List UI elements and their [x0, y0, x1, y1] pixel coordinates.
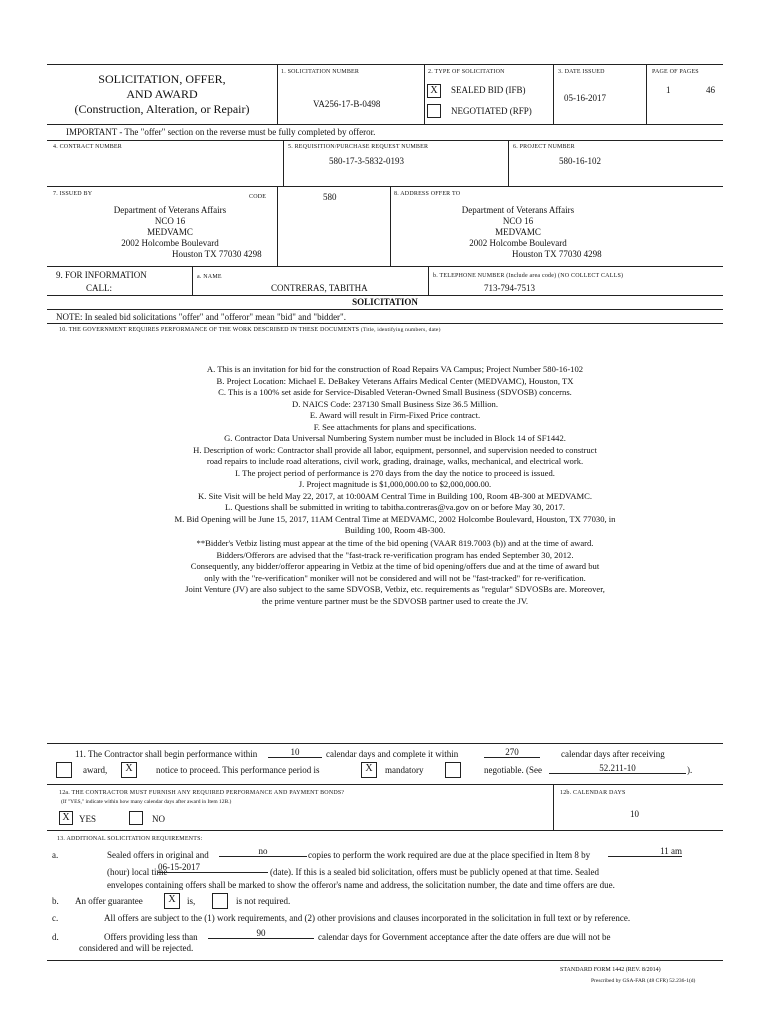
- vetbiz-line: the prime venture partner must be the SDVOSB partner used to create the JV.: [261, 595, 529, 606]
- due-time-value: 11 am: [608, 846, 682, 857]
- item13-c-letter: c.: [52, 913, 59, 923]
- description-line: F. See attachments for plans and specifications.: [313, 421, 477, 432]
- form-revision: (REV. 8/2014): [625, 967, 661, 973]
- row9-divider-1: [192, 266, 193, 295]
- information-call-label-1: 9. FOR INFORMATION: [56, 270, 147, 280]
- description-line: I. The project period of performance is 270 days from the day the notice to proceed is issued.: [235, 467, 555, 478]
- vetbiz-line: Bidders/Offerors are advised that the "fast-track re-verification program has ended September 30, 2012.: [216, 549, 574, 560]
- vetbiz-line: Joint Venture (JV) are also subject to the same SDVOSB, Vetbiz, etc. requirements as "regular" SDVOSBs are. Moreover,: [185, 584, 605, 594]
- form-title: [48, 72, 276, 117]
- description-line: road repairs to include road alterations, civil work, grading, drainage, walks, mechanical, and electrical work.: [206, 456, 584, 466]
- vetbiz-line: Consequently, any bidder/offeror appearing in Vetbiz at the time of bid opening/offers due and at the time of award but: [190, 561, 600, 571]
- work-description: [110, 364, 680, 537]
- contact-name-value: CONTRERAS, TABITHA: [271, 283, 368, 293]
- description-line: K. Site Visit will be held May 22, 2017, at 10:00AM Central Time in Building 100, Room 4B-300 at MEDVAMC.: [197, 490, 592, 501]
- negotiated-checkbox[interactable]: [427, 104, 441, 118]
- description-line: A. This is an invitation for bid for the construction of Road Repairs VA Campus; Project Number 580-16-102: [206, 364, 584, 374]
- notice-to-proceed-label: notice to proceed. This performance period is: [156, 765, 320, 775]
- mandatory-checkbox[interactable]: X: [361, 762, 377, 778]
- item13-d-text3: considered and will be rejected.: [79, 943, 194, 953]
- item13-a-text5: envelopes containing offers shall be marked to show the offeror's name and address, the solicitation number, the date and time offers are due.: [107, 880, 615, 890]
- bonds-yes-checkbox[interactable]: X: [59, 811, 73, 825]
- negotiable-reference: 52.211-10: [549, 763, 686, 774]
- information-call-label-2: CALL:: [86, 283, 112, 293]
- issued-by-line: 2002 Holcombe Boulevard: [121, 238, 219, 248]
- item13-d-text2: calendar days for Government acceptance after the date offers are due will not be: [318, 932, 611, 942]
- contact-name-label: a. NAME: [197, 274, 222, 280]
- item10-label-sub: (Title, identifying numbers, date): [360, 327, 441, 333]
- item13-c-text: All offers are subject to the (1) work requirements, and (2) other provisions and clauses incorporated in the solicitation in full text or by reference.: [104, 913, 631, 923]
- contract-number-label: 4. CONTRACT NUMBER: [53, 144, 122, 150]
- negotiable-checkbox[interactable]: [445, 762, 461, 778]
- acceptance-days-value: 90: [208, 928, 314, 939]
- issued-by-line: NCO 16: [154, 216, 186, 226]
- important-note: IMPORTANT - The "offer" section on the reverse must be fully completed by offeror.: [66, 127, 376, 137]
- item11-text-c: calendar days after receiving: [561, 749, 665, 759]
- item13-b-text: An offer guarantee: [75, 896, 143, 906]
- item12-divider: [553, 784, 554, 830]
- item13-top-border: [47, 830, 723, 831]
- project-number-label: 6. PROJECT NUMBER: [513, 144, 575, 150]
- description-line: H. Description of work: Contractor shall provide all labor, equipment, personnel, and supervision needed to construct: [193, 444, 597, 455]
- page-total: 46: [706, 85, 715, 95]
- vetbiz-line: only with the "re-verification" moniker will not be considered and will not be "fast-tracked" for re-verification.: [204, 572, 586, 583]
- header-divider-1: [277, 64, 278, 124]
- date-issued-value: 05-16-2017: [564, 93, 606, 103]
- bonds-no-checkbox[interactable]: [129, 811, 143, 825]
- item11-close: ).: [687, 765, 693, 775]
- bonds-no-label: NO: [152, 814, 165, 824]
- code-label: CODE: [249, 194, 267, 200]
- item10-label: [59, 327, 441, 333]
- sealed-bid-checkbox[interactable]: X: [427, 84, 441, 98]
- item13-d-text1: Offers providing less than: [104, 932, 198, 942]
- due-date-value: 06-15-2017: [158, 862, 268, 873]
- requisition-label: 5. REQUISITION/PURCHASE REQUEST NUMBER: [288, 144, 429, 150]
- row7-top-border: [47, 186, 723, 187]
- calendar-days-value: 10: [630, 809, 639, 819]
- notice-to-proceed-checkbox[interactable]: X: [121, 762, 137, 778]
- description-line: L. Questions shall be submitted in writing to tabitha.contreras@va.gov on or before May 30, 2017.: [225, 502, 565, 512]
- prescribed-by: Prescribed by GSA-FAR (48 CFR) 52.236-1(d): [591, 978, 696, 984]
- title-line-3: (Construction, Alteration, or Repair): [74, 102, 250, 116]
- issued-by-address: [90, 205, 250, 249]
- header-bottom-border: [47, 124, 723, 125]
- vetbiz-notice: [120, 538, 670, 607]
- complete-days-value: 270: [484, 747, 540, 758]
- item11-top-border: [47, 743, 723, 744]
- issued-by-label: 7. ISSUED BY: [53, 191, 93, 197]
- bonds-instruction: (If "YES," indicate within how many calendar days after award in Item 12B.): [61, 799, 232, 805]
- begin-days-value: 10: [268, 747, 322, 758]
- award-checkbox[interactable]: [56, 762, 72, 778]
- description-line: Building 100, Room 4B-300.: [344, 525, 446, 535]
- header-divider-4: [646, 64, 647, 124]
- item13-a-text2: copies to perform the work required are due at the place specified in Item 8 by: [308, 850, 591, 860]
- issued-by-line-city: Houston TX 77030 4298: [172, 249, 262, 259]
- address-to-line: NCO 16: [502, 216, 534, 226]
- address-offer-label: 8. ADDRESS OFFER TO: [394, 191, 461, 197]
- address-to-line: Department of Veterans Affairs: [461, 205, 575, 215]
- award-label: award,: [83, 765, 108, 775]
- bonds-question: 12a. THE CONTRACTOR MUST FURNISH ANY REQUIRED PERFORMANCE AND PAYMENT BONDS?: [59, 790, 345, 796]
- row9-top-border: [47, 266, 723, 267]
- row7-code-divider: [277, 186, 278, 266]
- top-border: [47, 64, 723, 65]
- negotiated-label: NEGOTIATED (RFP): [451, 106, 532, 116]
- solicitation-heading: SOLICITATION: [352, 297, 418, 307]
- guarantee-is-not-label: is not required.: [236, 896, 291, 906]
- date-issued-label: 3. DATE ISSUED: [558, 69, 605, 75]
- address-to-line-city: Houston TX 77030 4298: [512, 249, 602, 259]
- item13-label: 13. ADDITIONAL SOLICITATION REQUIREMENTS:: [57, 836, 203, 842]
- vetbiz-line: **Bidder's Vetbiz listing must appear at the time of the bid opening (VAAR 819.7003 (b)) and at the time of award.: [196, 538, 594, 548]
- row7-divider: [390, 186, 391, 266]
- issued-by-line: MEDVAMC: [147, 227, 193, 237]
- address-to-line: MEDVAMC: [495, 227, 541, 237]
- bottom-border: [47, 960, 723, 961]
- item11-text-a: 11. The Contractor shall begin performance within: [75, 749, 258, 759]
- header-divider-3: [553, 64, 554, 124]
- solicitation-heading-border: [47, 309, 723, 310]
- sealed-bid-note: NOTE: In sealed bid solicitations "offer" and "offeror" mean "bid" and "bidder".: [56, 312, 346, 322]
- form-identifier: [560, 967, 661, 973]
- solicitation-number-value: VA256-17-B-0498: [313, 99, 381, 109]
- description-line: E. Award will result in Firm-Fixed Price contract.: [309, 410, 481, 420]
- negotiable-label: negotiable. (See: [484, 765, 542, 775]
- item13-a-text4: (date). If this is a sealed bid solicitation, offers must be publicly opened at that time. Sealed: [270, 867, 599, 877]
- item13-a-text1: Sealed offers in original and: [107, 850, 209, 860]
- telephone-value: 713-794-7513: [484, 283, 535, 293]
- solicitation-number-label: 1. SOLICITATION NUMBER: [281, 69, 360, 75]
- row4-divider-2: [508, 140, 509, 186]
- item11-text-b: calendar days and complete it within: [326, 749, 459, 759]
- note-bottom-border: [47, 323, 723, 324]
- title-line-2: AND AWARD: [126, 87, 198, 101]
- telephone-label: b. TELEPHONE NUMBER (Include area code) (NO COLLECT CALLS): [433, 273, 624, 279]
- item13-d-letter: d.: [52, 932, 59, 942]
- bonds-yes-label: YES: [79, 814, 97, 824]
- guarantee-is-label: is,: [187, 896, 196, 906]
- description-line: B. Project Location: Michael E. DeBakey Veterans Affairs Medical Center (MEDVAMC), Houston, TX: [216, 375, 574, 386]
- item13-a-letter: a.: [52, 850, 59, 860]
- item13-b-letter: b.: [52, 896, 59, 906]
- description-line: G. Contractor Data Universal Numbering System number must be included in Block 14 of SF1442.: [224, 433, 566, 443]
- address-offer-to: [438, 205, 598, 249]
- item13-a-text3: (hour) local time: [107, 867, 168, 877]
- project-number-value: 580-16-102: [559, 156, 601, 166]
- solicitation-top-border: [47, 295, 723, 296]
- address-to-line: 2002 Holcombe Boulevard: [469, 238, 567, 248]
- issued-by-line: Department of Veterans Affairs: [113, 205, 227, 215]
- item12-top-border: [47, 784, 723, 785]
- item10-label-text: 10. THE GOVERNMENT REQUIRES PERFORMANCE OF THE WORK DESCRIBED IN THESE DOCUMENTS: [59, 327, 360, 333]
- title-line-1: SOLICITATION, OFFER,: [98, 72, 226, 86]
- solicitation-type-label: 2. TYPE OF SOLICITATION: [428, 69, 505, 75]
- mandatory-label: mandatory: [385, 765, 424, 775]
- description-line: M. Bid Opening will be June 15, 2017, 11AM Central Time at MEDVAMC, 2002 Holcombe Boulevard, Houston, TX 77030, in: [174, 513, 616, 524]
- description-line: J. Project magnitude is $1,000,000.00 to $2,000,000.00.: [298, 479, 492, 489]
- sealed-bid-label: SEALED BID (IFB): [451, 85, 526, 95]
- form-number: STANDARD FORM 1442: [560, 967, 625, 973]
- requisition-value: 580-17-3-5832-0193: [329, 156, 404, 166]
- guarantee-is-checkbox[interactable]: X: [164, 893, 180, 909]
- copies-value: no: [219, 846, 307, 857]
- row9-divider-2: [428, 266, 429, 295]
- code-value: 580: [323, 192, 337, 202]
- row4-top-border: [47, 140, 723, 141]
- row4-divider-1: [283, 140, 284, 186]
- guarantee-is-not-checkbox[interactable]: [212, 893, 228, 909]
- page-number: 1: [666, 85, 671, 95]
- description-line: C. This is a 100% set aside for Service-Disabled Veteran-Owned Small Business (SDVOSB) concerns.: [218, 387, 572, 397]
- description-line: D. NAICS Code: 237130 Small Business Size 36.5 Million.: [291, 398, 499, 409]
- page-of-pages-label: PAGE OF PAGES: [652, 69, 699, 75]
- calendar-days-label: 12b. CALENDAR DAYS: [560, 790, 626, 796]
- header-divider-2: [424, 64, 425, 124]
